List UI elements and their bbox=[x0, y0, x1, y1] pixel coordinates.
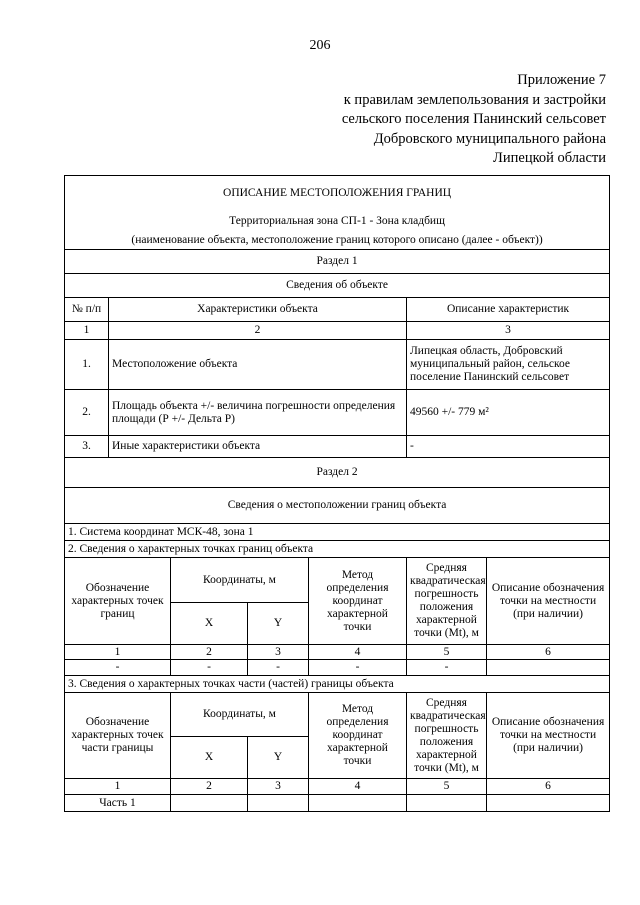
col-char-header: Характеристики объекта bbox=[109, 298, 407, 322]
t1-x-header: X bbox=[171, 603, 248, 645]
appendix-line: Липецкой области bbox=[493, 150, 606, 166]
t1-designation-header: Обозначение характерных точек границ bbox=[65, 558, 171, 645]
t2-x-header: X bbox=[171, 737, 248, 779]
t2-coords-header: Координаты, м bbox=[171, 693, 309, 737]
row-value: 49560 +/- 779 м² bbox=[407, 390, 610, 436]
col-desc-header: Описание характеристик bbox=[407, 298, 610, 322]
col-index: 2 bbox=[109, 322, 407, 340]
section2-title: Раздел 2 bbox=[65, 458, 610, 488]
row-name: Местоположение объекта bbox=[109, 340, 407, 390]
row-num: 3. bbox=[65, 436, 109, 458]
t1-desc-header: Описание обозначения точки на местности (при наличии) bbox=[487, 558, 610, 645]
t1-cell: - bbox=[65, 660, 171, 676]
t1-index: 4 bbox=[309, 645, 407, 660]
t2-index: 4 bbox=[309, 779, 407, 795]
appendix-line: к правилам землепользования и застройки bbox=[343, 91, 606, 108]
t2-cell bbox=[248, 795, 309, 812]
t2-cell bbox=[309, 795, 407, 812]
boundary-description-table bbox=[64, 175, 610, 812]
t2-designation-header: Обозначение характерных точек части границы bbox=[65, 693, 171, 779]
t1-index: 1 bbox=[65, 645, 171, 660]
t2-cell bbox=[171, 795, 248, 812]
appendix-line: Добровского муниципального района bbox=[373, 130, 606, 147]
t1-cell bbox=[487, 660, 610, 676]
t1-cell: - bbox=[248, 660, 309, 676]
object-name: Территориальная зона СП-1 - Зона кладбищ bbox=[65, 211, 610, 232]
t2-index: 6 bbox=[487, 779, 610, 795]
appendix-block bbox=[342, 71, 606, 169]
t1-index: 2 bbox=[171, 645, 248, 660]
row-value: - bbox=[407, 436, 610, 458]
section1-title: Раздел 1 bbox=[65, 250, 610, 274]
row-num: 2. bbox=[65, 390, 109, 436]
t2-cell bbox=[407, 795, 487, 812]
appendix-line: Приложение 7 bbox=[517, 72, 606, 88]
t2-index: 3 bbox=[248, 779, 309, 795]
t1-cell: - bbox=[309, 660, 407, 676]
col-num-header: № п/п bbox=[65, 298, 109, 322]
t1-cell: - bbox=[171, 660, 248, 676]
t2-index: 2 bbox=[171, 779, 248, 795]
part-label: Часть 1 bbox=[65, 795, 171, 812]
row-value: Липецкая область, Добровский муниципальный район, сельское поселение Панинский сельсовет bbox=[407, 340, 610, 390]
coordinate-system: 1. Система координат МСК-48, зона 1 bbox=[65, 524, 610, 541]
t1-rms-header: Средняя квадратическая погрешность положения характерной точки (Mt), м bbox=[407, 558, 487, 645]
object-note: (наименование объекта, местоположение границ которого описано (далее - объект)) bbox=[65, 232, 610, 250]
row-name: Иные характеристики объекта bbox=[109, 436, 407, 458]
col-index: 1 bbox=[65, 322, 109, 340]
t1-index: 5 bbox=[407, 645, 487, 660]
col-index: 3 bbox=[407, 322, 610, 340]
t1-index: 3 bbox=[248, 645, 309, 660]
t2-index: 5 bbox=[407, 779, 487, 795]
t1-index: 6 bbox=[487, 645, 610, 660]
section2-subtitle: Сведения о местоположении границ объекта bbox=[65, 488, 610, 524]
t2-cell bbox=[487, 795, 610, 812]
row-num: 1. bbox=[65, 340, 109, 390]
points-section-title: 2. Сведения о характерных точках границ объекта bbox=[65, 541, 610, 558]
section1-subtitle: Сведения об объекте bbox=[65, 274, 610, 298]
page-number: 206 bbox=[309, 38, 331, 53]
t2-index: 1 bbox=[65, 779, 171, 795]
t2-method-header: Метод определения координат характерной точки bbox=[309, 693, 407, 779]
t2-y-header: Y bbox=[248, 737, 309, 779]
row-name: Площадь объекта +/- величина погрешности определения площади (Р +/- Дельта Р) bbox=[109, 390, 407, 436]
document-title: ОПИСАНИЕ МЕСТОПОЛОЖЕНИЯ ГРАНИЦ bbox=[65, 176, 610, 211]
parts-section-title: 3. Сведения о характерных точках части (частей) границы объекта bbox=[65, 676, 610, 693]
t2-rms-header: Средняя квадратическая погрешность положения характерной точки (Mt), м bbox=[407, 693, 487, 779]
t1-y-header: Y bbox=[248, 603, 309, 645]
t1-coords-header: Координаты, м bbox=[171, 558, 309, 603]
appendix-line: сельского поселения Панинский сельсовет bbox=[341, 111, 606, 127]
t1-method-header: Метод определения координат характерной точки bbox=[309, 558, 407, 645]
t2-desc-header: Описание обозначения точки на местности (при наличии) bbox=[487, 693, 610, 779]
t1-cell: - bbox=[407, 660, 487, 676]
